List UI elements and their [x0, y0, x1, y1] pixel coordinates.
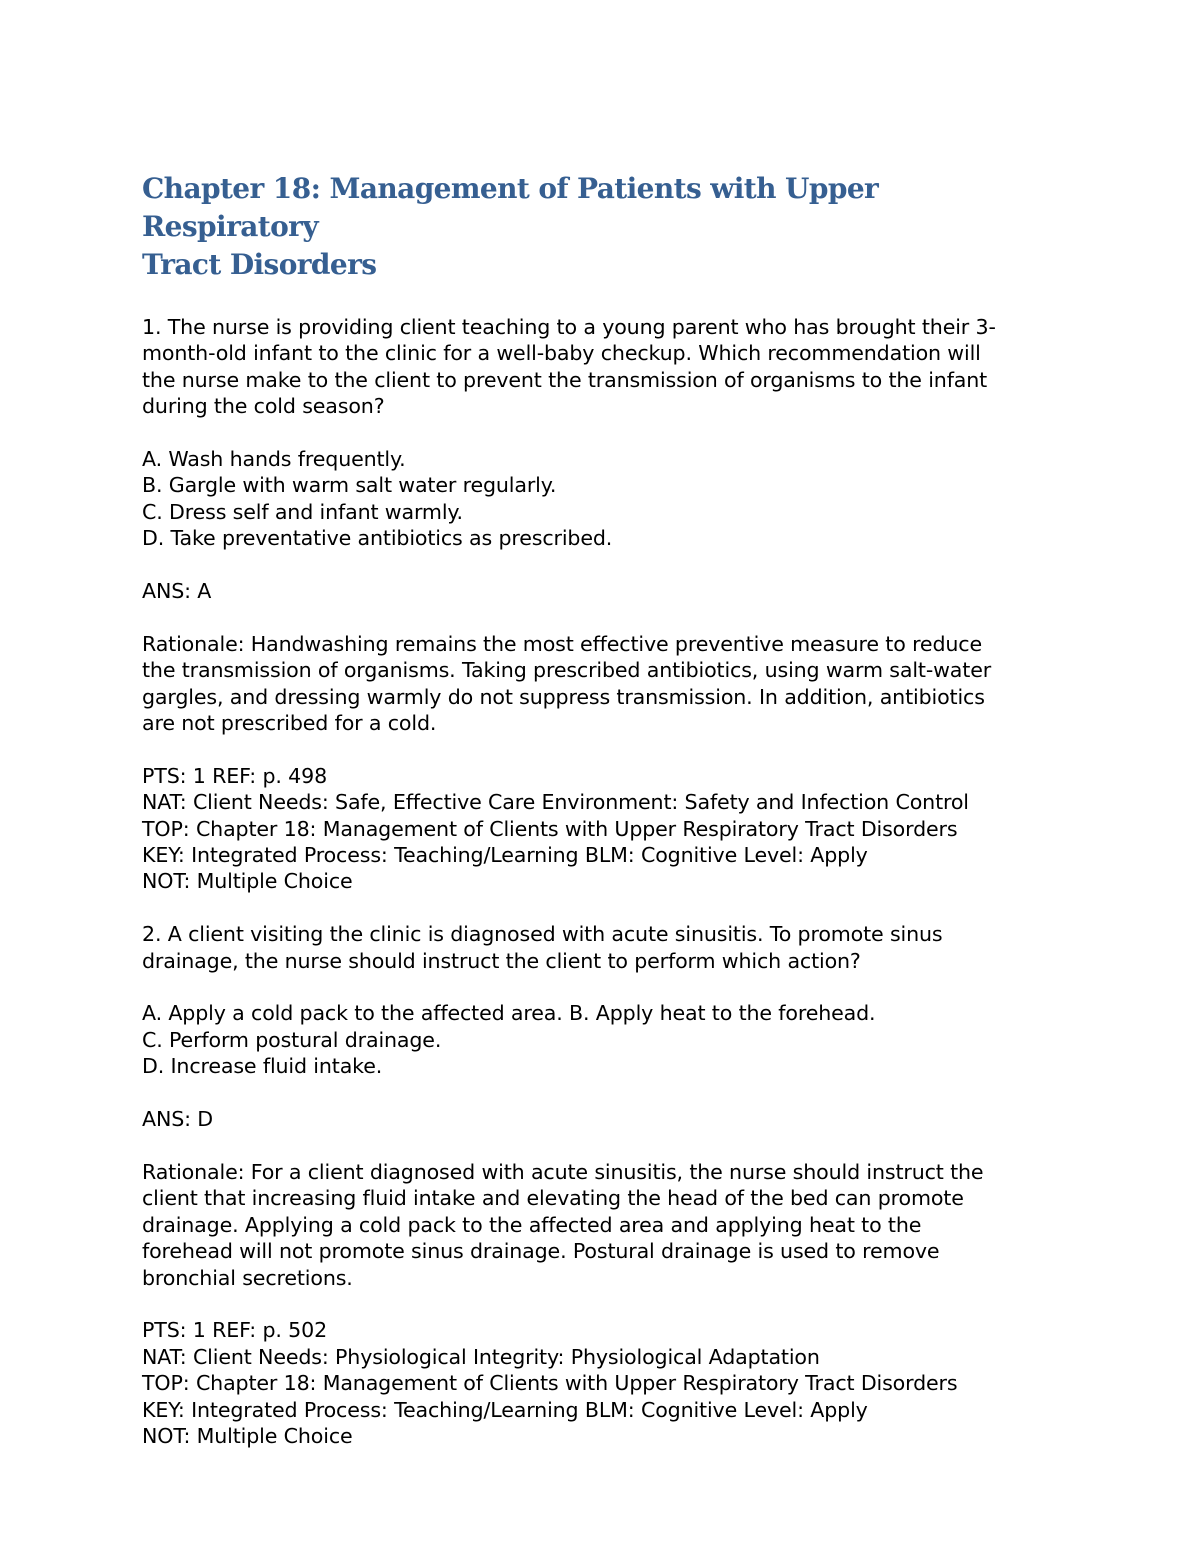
question-2-meta-nat: NAT: Client Needs: Physiological Integrity: Physiological Adaptation	[142, 1344, 820, 1369]
question-1-rationale	[142, 631, 1062, 737]
question-2-options	[142, 1000, 1062, 1079]
question-1-meta-key: KEY: Integrated Process: Teaching/Learning BLM: Cognitive Level: Apply	[142, 843, 868, 868]
question-2-rationale-line: client that increasing fluid intake and elevating the head of the bed can promote	[142, 1186, 964, 1211]
question-1-rationale-line: gargles, and dressing warmly do not suppress transmission. In addition, antibiotics	[142, 684, 985, 709]
question-1-option-b: B. Gargle with warm salt water regularly.	[142, 473, 557, 498]
question-1-answer	[142, 578, 1062, 604]
question-2-meta	[142, 1317, 1062, 1449]
question-1-stem-line: 1. The nurse is providing client teaching to a young parent who has brought their 3-	[142, 315, 996, 339]
question-2-meta-key: KEY: Integrated Process: Teaching/Learning BLM: Cognitive Level: Apply	[142, 1397, 868, 1422]
question-1-stem	[142, 314, 1062, 420]
question-1-stem-line: the nurse make to the client to prevent the transmission of organisms to the infant	[142, 367, 988, 392]
question-2-rationale-line: drainage. Applying a cold pack to the affected area and applying heat to the	[142, 1212, 922, 1237]
question-1-meta-pts-ref: PTS: 1 REF: p. 498	[142, 763, 328, 788]
question-2-option-d: D. Increase fluid intake.	[142, 1054, 383, 1079]
question-2-stem	[142, 921, 1062, 974]
question-2-stem-line: drainage, the nurse should instruct the client to perform which action?	[142, 948, 861, 973]
question-1-option-a: A. Wash hands frequently.	[142, 447, 406, 472]
question-1-rationale-line: the transmission of organisms. Taking prescribed antibiotics, using warm salt-water	[142, 658, 992, 683]
question-2-stem-line: 2. A client visiting the clinic is diagnosed with acute sinusitis. To promote sinus	[142, 922, 943, 947]
question-2-answer-text: ANS: D	[142, 1107, 214, 1132]
question-1-meta-not: NOT: Multiple Choice	[142, 869, 353, 894]
question-2-option-c: C. Perform postural drainage.	[142, 1027, 442, 1052]
question-2-rationale-line: bronchial secretions.	[142, 1265, 353, 1290]
question-2-rationale-line: forehead will not promote sinus drainage. Postural drainage is used to remove	[142, 1239, 940, 1264]
question-1-rationale-line: are not prescribed for a cold.	[142, 711, 437, 736]
chapter-title-line-1: Chapter 18: Management of Patients with Upper Respiratory	[142, 172, 879, 243]
chapter-title	[142, 170, 1062, 284]
question-2-rationale-line: Rationale: For a client diagnosed with acute sinusitis, the nurse should instruct the	[142, 1159, 984, 1184]
question-1-rationale-line: Rationale: Handwashing remains the most effective preventive measure to reduce	[142, 631, 982, 656]
question-1-answer-text: ANS: A	[142, 579, 212, 604]
question-2-meta-not: NOT: Multiple Choice	[142, 1423, 353, 1448]
question-2-meta-top: TOP: Chapter 18: Management of Clients with Upper Respiratory Tract Disorders	[142, 1371, 958, 1396]
question-1-option-c: C. Dress self and infant warmly.	[142, 499, 463, 524]
question-2-meta-pts-ref: PTS: 1 REF: p. 502	[142, 1318, 328, 1343]
question-2-rationale	[142, 1159, 1062, 1291]
question-1-meta-top: TOP: Chapter 18: Management of Clients with Upper Respiratory Tract Disorders	[142, 816, 958, 841]
chapter-title-line-2: Tract Disorders	[142, 248, 377, 281]
question-2-option-a-b: A. Apply a cold pack to the affected area. B. Apply heat to the forehead.	[142, 1001, 876, 1026]
question-1-options	[142, 446, 1062, 552]
question-2-answer	[142, 1106, 1062, 1132]
question-1	[142, 314, 1062, 895]
question-1-stem-line: month-old infant to the clinic for a well-baby checkup. Which recommendation will	[142, 341, 981, 366]
question-2	[142, 921, 1062, 1449]
question-1-stem-line: during the cold season?	[142, 394, 385, 419]
question-1-meta-nat: NAT: Client Needs: Safe, Effective Care Environment: Safety and Infection Control	[142, 790, 969, 815]
question-1-option-d: D. Take preventative antibiotics as prescribed.	[142, 526, 613, 551]
question-1-meta	[142, 763, 1062, 895]
document-content	[142, 170, 1062, 1449]
